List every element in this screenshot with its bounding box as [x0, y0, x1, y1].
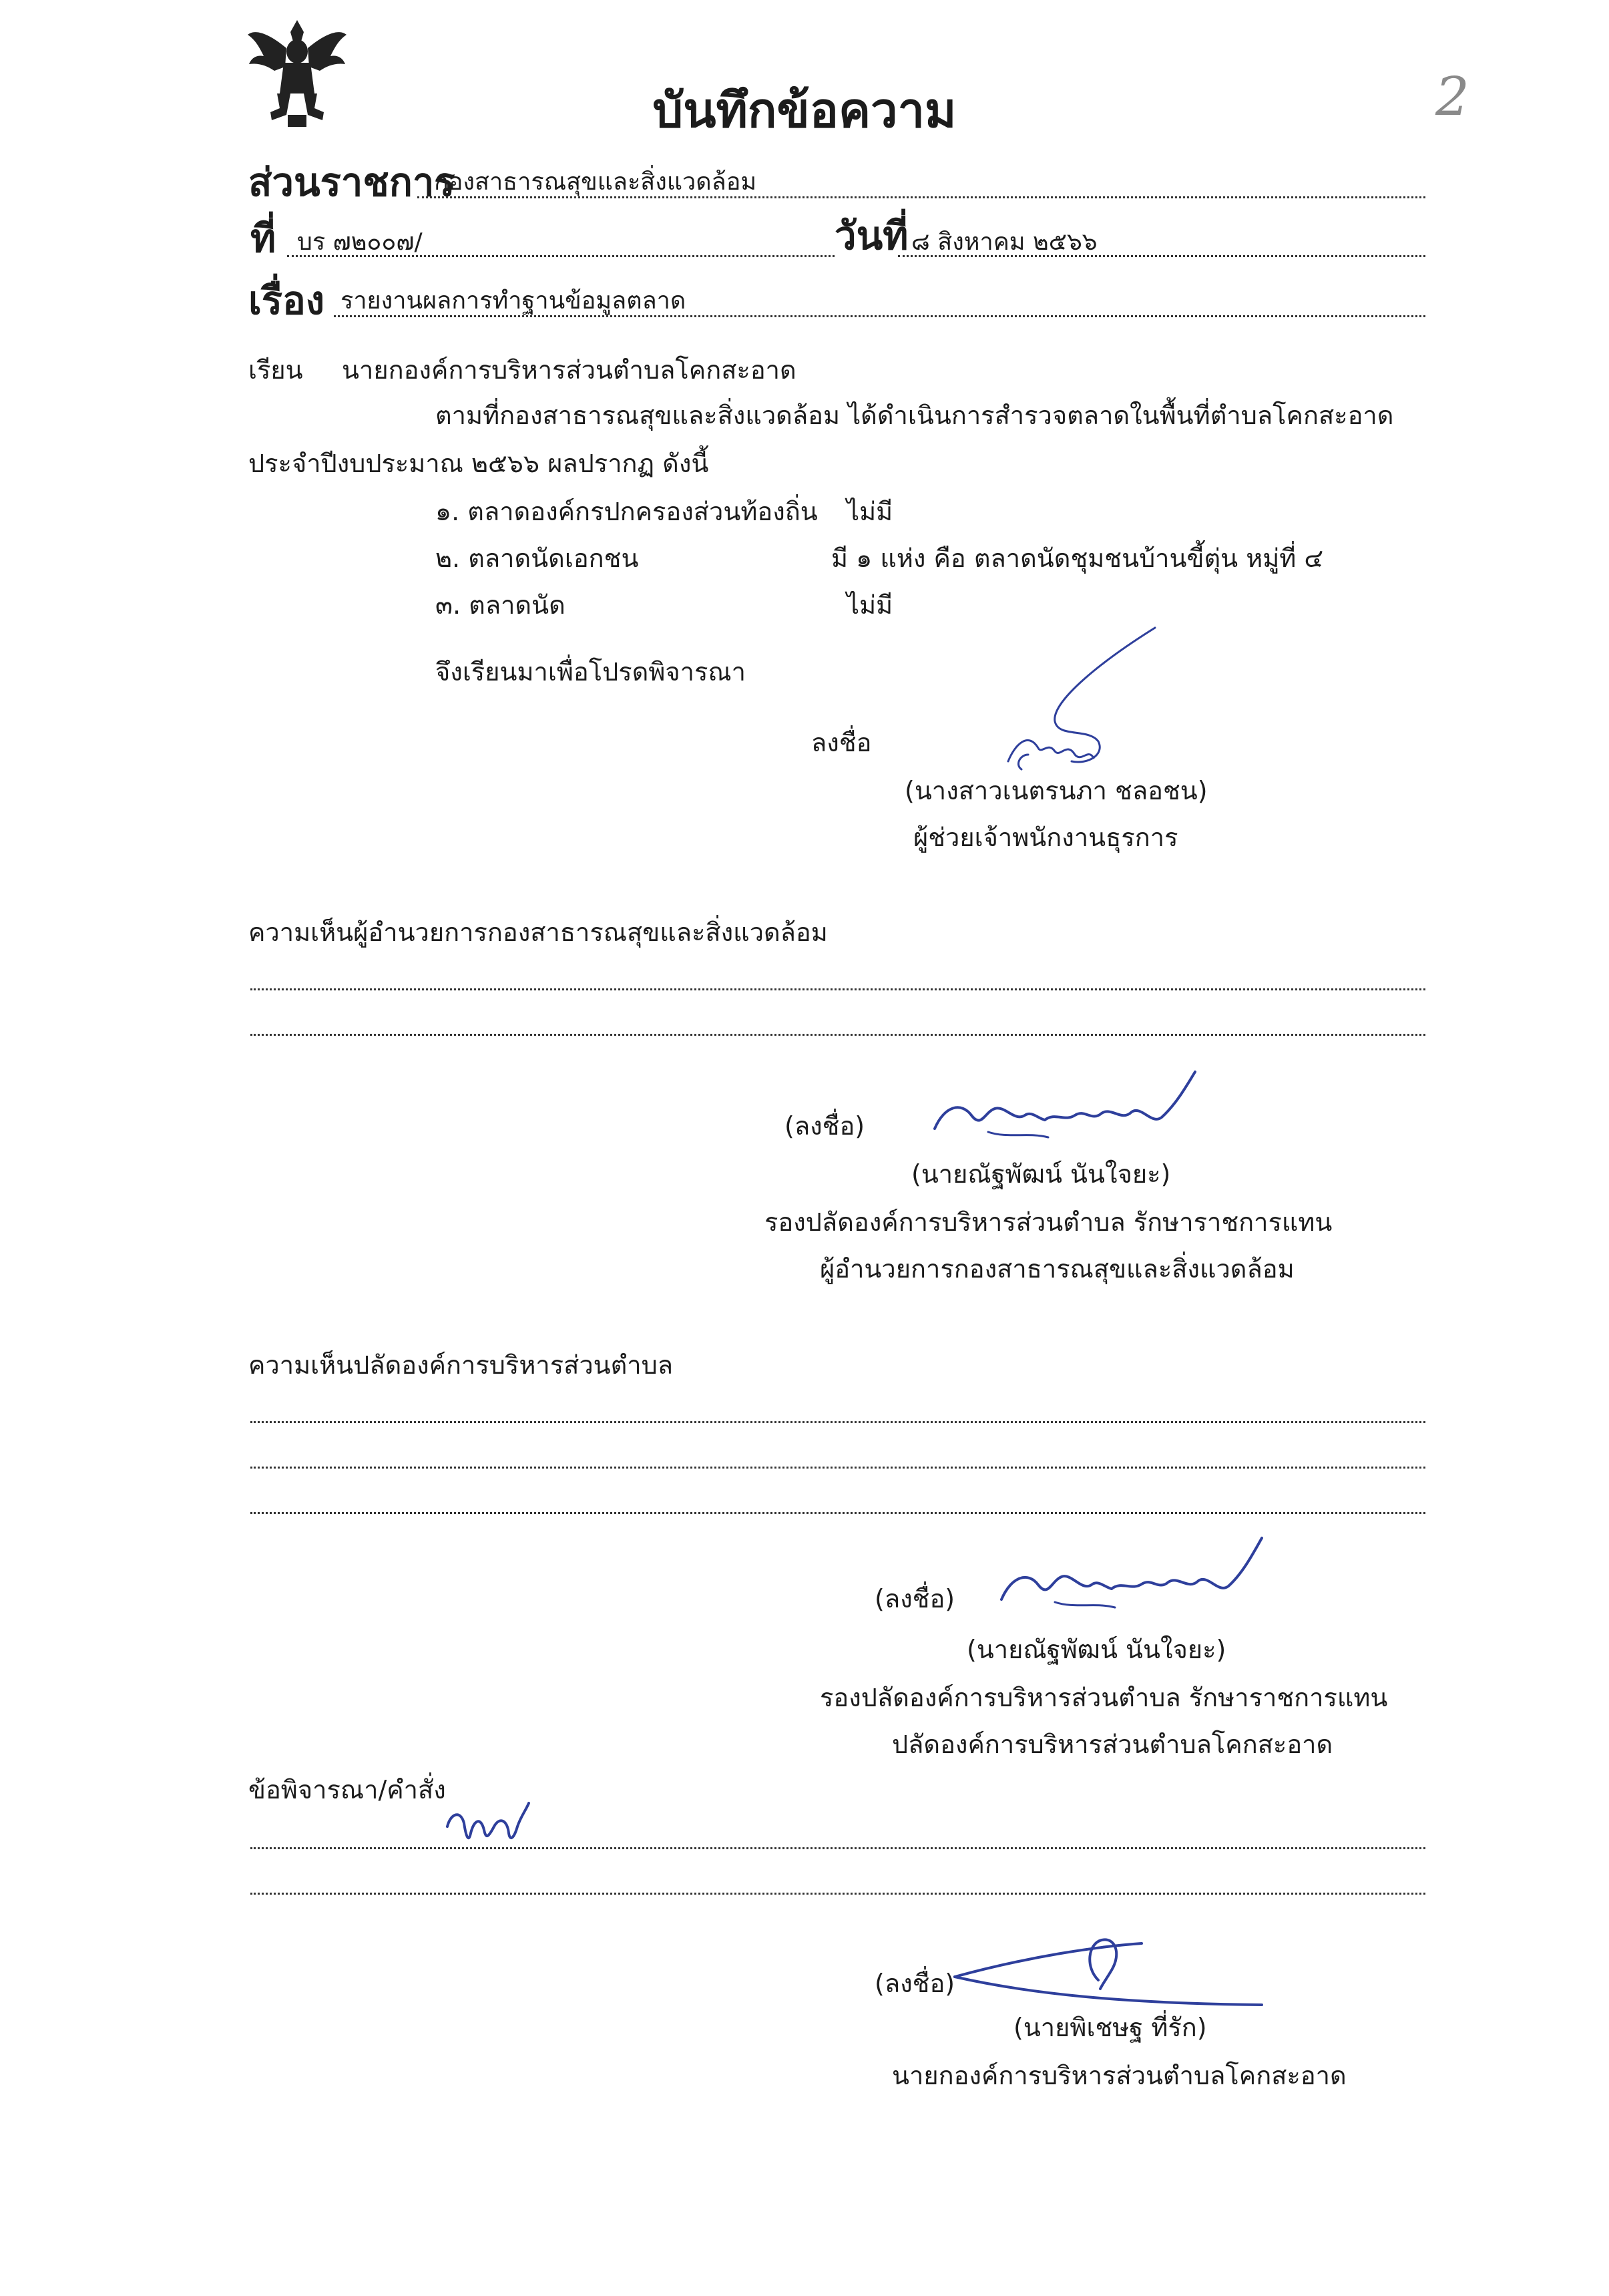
decision-position: นายกองค์การบริหารส่วนตำบลโคกสะอาด — [892, 2061, 1347, 2090]
list-item-result: มี ๑ แห่ง คือ ตลาดนัดชุมชนบ้านขี้ตุ่น หมู่ที่ ๔ — [831, 544, 1324, 573]
list-item-label: ๒. ตลาดนัดเอกชน — [435, 544, 639, 573]
opinion2-position-line-1: รองปลัดองค์การบริหารส่วนตำบล รักษาราชการแทน — [820, 1683, 1388, 1712]
agency-label: ส่วนราชการ — [248, 160, 455, 205]
signature-1-icon — [988, 621, 1162, 781]
closing-text: จึงเรียนมาเพื่อโปรดพิจารณา — [435, 657, 746, 687]
list-item-label: ๑. ตลาดองค์กรปกครองส่วนท้องถิ่น — [435, 497, 818, 526]
decision-sign-label: (ลงชื่อ) — [875, 1969, 955, 1998]
date-label: วันที่ — [835, 213, 909, 258]
opinion2-dotted-line — [250, 1421, 1425, 1423]
opinion1-dotted-line — [250, 1034, 1425, 1036]
date-value: ๘ สิงหาคม ๒๕๖๖ — [911, 228, 1098, 256]
opinion1-position-line-2: ผู้อำนวยการกองสาธารณสุขและสิ่งแวดล้อม — [820, 1254, 1295, 1284]
opinion2-sign-label: (ลงชื่อ) — [875, 1584, 955, 1613]
handwritten-note-icon — [441, 1796, 541, 1850]
opinion2-name: (นายณัฐพัฒน์ นันใจยะ) — [967, 1635, 1226, 1664]
body-paragraph-line-2: ประจำปีงบประมาณ ๒๕๖๖ ผลปรากฏ ดังนี้ — [248, 449, 709, 478]
opinion2-dotted-line — [250, 1467, 1425, 1469]
sig1-name: (นางสาวเนตรนภา ชลอชน) — [905, 776, 1208, 805]
body-paragraph-line-1: ตามที่กองสาธารณสุขและสิ่งแวดล้อม ได้ดำเนินการสำรวจตลาดในพื้นที่ตำบลโคกสะอาด — [435, 401, 1394, 430]
decision-heading: ข้อพิจารณา/คำสั่ง — [248, 1775, 446, 1804]
opinion1-sign-label: (ลงชื่อ) — [784, 1111, 865, 1141]
ref-value: บร ๗๒๐๐๗/ — [297, 228, 423, 256]
opinion1-dotted-line — [250, 988, 1425, 990]
page-number: 2 — [1435, 65, 1469, 128]
list-item-result: ไม่มี — [847, 497, 893, 526]
sig1-sign-label: ลงชื่อ — [811, 728, 872, 757]
ref-label: ที่ — [250, 216, 276, 261]
agency-value: กองสาธารณสุขและสิ่งแวดล้อม — [434, 168, 757, 196]
opinion2-position-line-2: ปลัดองค์การบริหารส่วนตำบลโคกสะอาด — [892, 1730, 1333, 1759]
memo-title: บันทึกข้อความ — [652, 82, 957, 138]
sig1-position: ผู้ช่วยเจ้าพนักงานธุรการ — [913, 823, 1178, 852]
opinion2-heading: ความเห็นปลัดองค์การบริหารส่วนตำบล — [248, 1350, 674, 1380]
list-item-label: ๓. ตลาดนัด — [435, 590, 565, 620]
signature-2-icon — [921, 1065, 1202, 1152]
opinion1-heading: ความเห็นผู้อำนวยการกองสาธารณสุขและสิ่งแวดล้อม — [248, 918, 828, 947]
list-item-result: ไม่มี — [847, 590, 893, 620]
signature-3-icon — [988, 1533, 1269, 1619]
opinion1-position-line-1: รองปลัดองค์การบริหารส่วนตำบล รักษาราชการแทน — [764, 1207, 1333, 1237]
decision-name: (นายพิเชษฐ ที่รัก) — [1013, 2013, 1207, 2042]
opinion2-dotted-line — [250, 1512, 1425, 1514]
decision-dotted-line — [250, 1847, 1425, 1849]
subject-label: เรื่อง — [248, 278, 325, 323]
opinion1-name: (นายณัฐพัฒน์ นันใจยะ) — [911, 1159, 1171, 1189]
to-value: นายกองค์การบริหารส่วนตำบลโคกสะอาด — [342, 355, 796, 385]
subject-value: รายงานผลการทำฐานข้อมูลตลาด — [340, 287, 686, 315]
decision-dotted-line — [250, 1893, 1425, 1895]
signature-4-icon — [948, 1930, 1269, 2017]
to-label: เรียน — [248, 355, 303, 385]
